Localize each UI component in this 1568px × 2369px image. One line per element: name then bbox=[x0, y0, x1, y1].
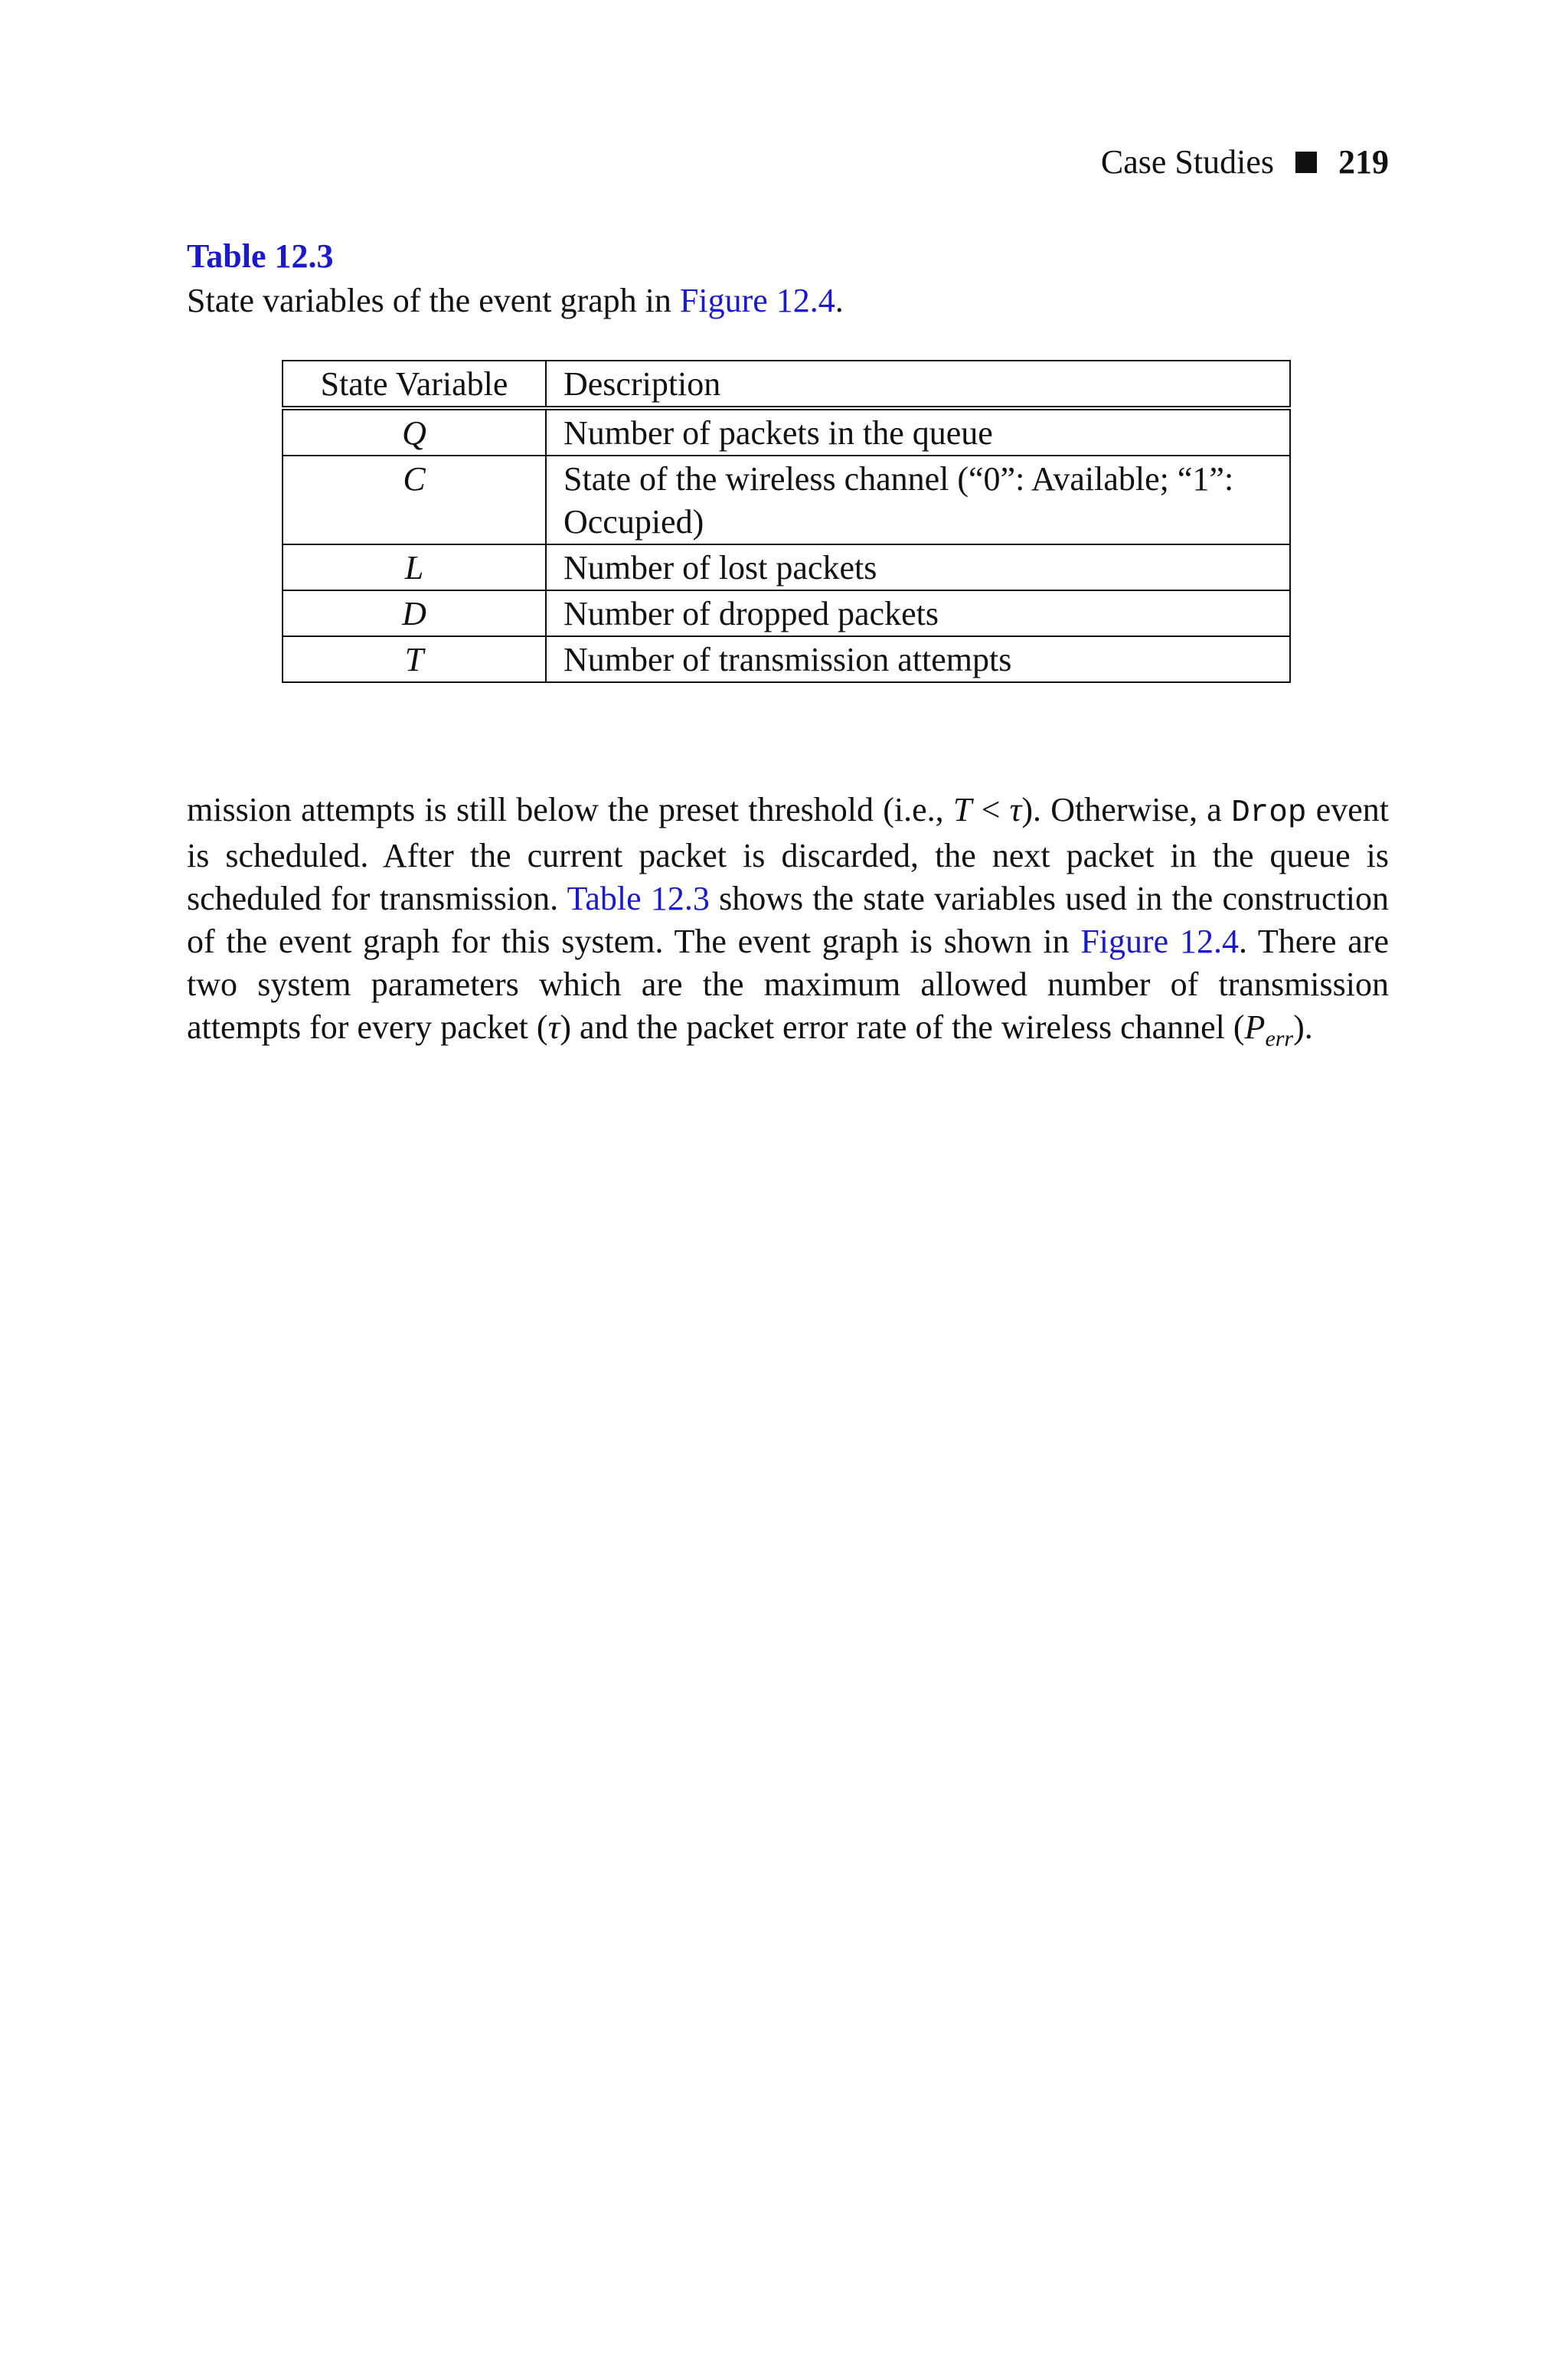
table-row bbox=[283, 544, 1290, 590]
figure-link[interactable]: Figure 12.4 bbox=[679, 282, 835, 319]
state-variable-cell: L bbox=[283, 544, 546, 590]
code-term: Drop bbox=[1231, 796, 1307, 831]
caption-text-before: State variables of the event graph in bbox=[187, 282, 680, 319]
caption-text-after: . bbox=[835, 282, 844, 319]
column-header-description: Description bbox=[546, 361, 1290, 408]
description-cell: Number of lost packets bbox=[546, 544, 1290, 590]
description-cell: State of the wireless channel (“0”: Available; “1”: Occupied) bbox=[546, 456, 1290, 544]
body-text-segment: shows the state variables used in the construction of the event graph for this system. The event graph is shown in bbox=[187, 880, 1389, 960]
state-variable-cell: D bbox=[283, 590, 546, 636]
state-variable-cell: Q bbox=[283, 408, 546, 456]
body-text-segment: . There are two system parameters which are the maximum allowed number of transmission attempts for every packet ( bbox=[187, 923, 1389, 1046]
table-row bbox=[283, 590, 1290, 636]
math-subscript: err bbox=[1265, 1025, 1294, 1051]
figure-link[interactable]: Figure 12.4 bbox=[1080, 923, 1239, 960]
description-cell: Number of dropped packets bbox=[546, 590, 1290, 636]
table-label: Table 12.3 bbox=[187, 237, 334, 275]
square-bullet-icon bbox=[1295, 152, 1317, 173]
table-header-row bbox=[283, 361, 1290, 408]
table-row bbox=[283, 636, 1290, 682]
table-caption bbox=[187, 234, 1389, 323]
section-title: Case Studies bbox=[1100, 143, 1274, 181]
body-paragraph bbox=[187, 789, 1389, 1049]
math-variable: P bbox=[1244, 1008, 1266, 1046]
math-operator: < bbox=[972, 791, 1010, 828]
state-variable-cell: C bbox=[283, 456, 546, 544]
column-header-state-variable: State Variable bbox=[283, 361, 546, 408]
body-text-segment: ). Otherwise, a bbox=[1021, 791, 1232, 828]
table-link[interactable]: Table 12.3 bbox=[567, 880, 710, 917]
body-text-segment: mission attempts is still below the preset threshold (i.e., bbox=[187, 791, 953, 828]
description-cell: Number of packets in the queue bbox=[546, 408, 1290, 456]
body-text-segment: event is scheduled. After the current packet is discarded, the next packet in the queue is scheduled for transmission. bbox=[187, 791, 1389, 917]
description-cell: Number of transmission attempts bbox=[546, 636, 1290, 682]
math-variable: τ bbox=[547, 1008, 560, 1046]
state-variable-cell: T bbox=[283, 636, 546, 682]
body-text-segment: ). bbox=[1293, 1008, 1313, 1046]
body-text-segment: ) and the packet error rate of the wireless channel ( bbox=[560, 1008, 1245, 1046]
table-row bbox=[283, 456, 1290, 544]
page-number: 219 bbox=[1338, 143, 1389, 181]
table-row bbox=[283, 408, 1290, 456]
state-variables-table bbox=[282, 360, 1291, 683]
running-header bbox=[1101, 145, 1389, 179]
math-variable: τ bbox=[1009, 791, 1022, 828]
math-variable: T bbox=[952, 791, 972, 828]
